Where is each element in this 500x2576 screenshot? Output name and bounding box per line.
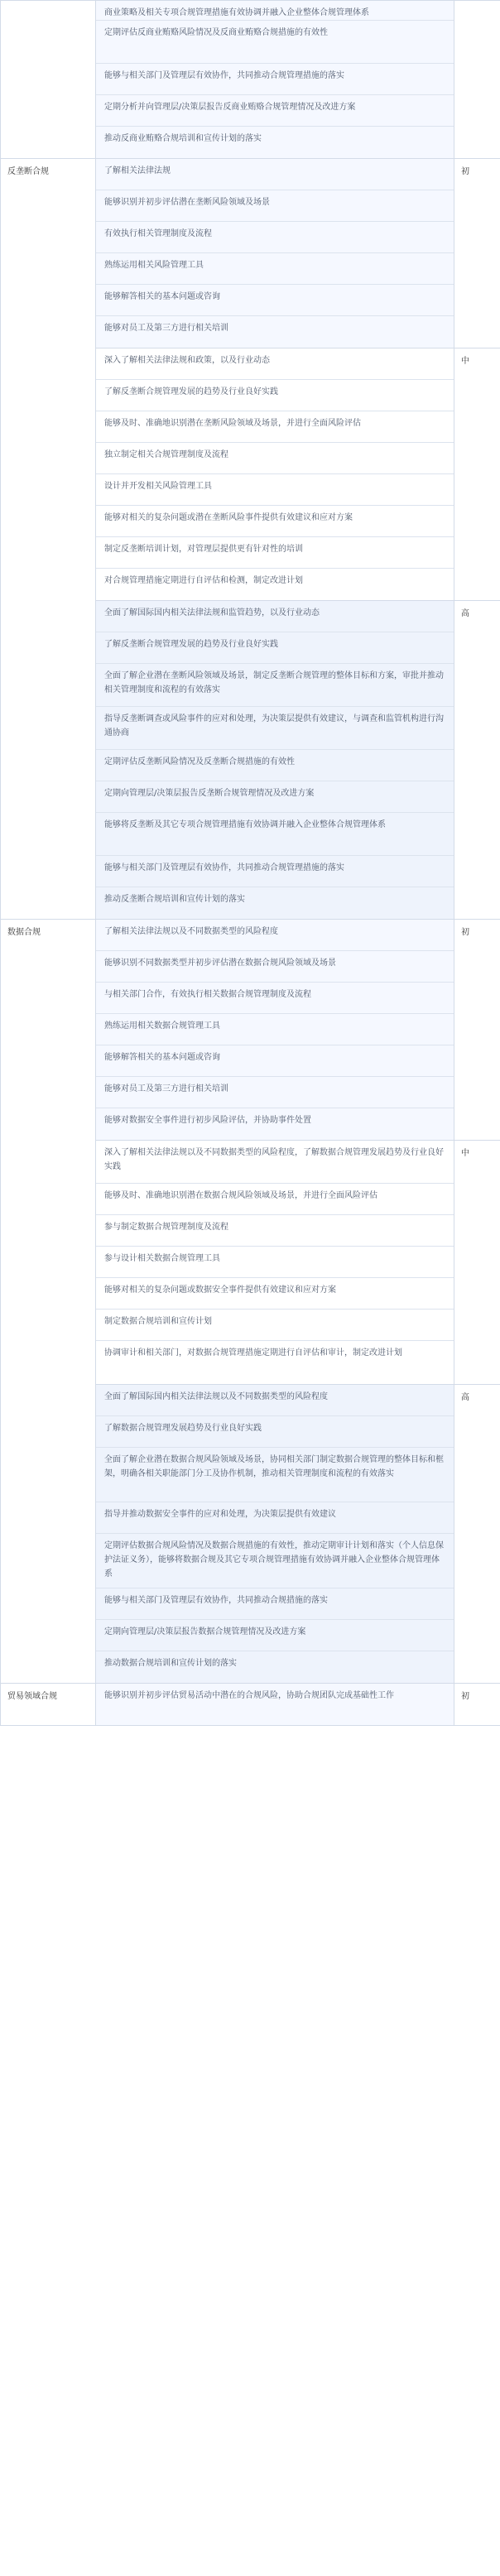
skill-item: 能够对数据安全事件进行初步风险评估，并协助事件处置 [104,1116,311,1125]
skill-item: 指导并推动数据安全事件的应对和处理，为决策层提供有效建议 [96,1502,454,1534]
skill-item: 全面了解国际国内相关法律法规以及不同数据类型的风险程度 [96,1385,454,1416]
skill-item: 能够识别并初步评估潜在垄断风险领域及场景 [96,190,454,222]
skill-item: 设计并开发相关风险管理工具 [96,474,454,506]
skill-item: 能够对员工及第三方进行相关培训 [104,324,228,333]
table-body [1,1,500,1726]
level-cell: 高 [454,1385,500,1684]
skill-item: 定期评估反垄断风险情况及反垄断合规措施的有效性 [96,750,454,781]
skill-item: 全面了解国际国内相关法律法规和监管趋势，以及行业动态 [96,601,454,632]
skill-item: 独立制定相关合规管理制度及流程 [96,443,454,474]
skills-cell [96,1,454,159]
skills-cell [96,601,454,920]
skill-item: 定期评估反商业贿赂风险情况及反商业贿赂合规措施的有效性 [96,21,454,64]
skill-item: 能够对相关的复杂问题或数据安全事件提供有效建议和应对方案 [96,1278,454,1310]
skill-item: 能够将反垄断及其它专项合规管理措施有效协调并融入企业整体合规管理体系 [96,813,454,856]
level-cell: 初 [454,920,500,1141]
skill-item: 熟练运用相关风险管理工具 [96,253,454,285]
level-row [1,1,500,159]
skill-item: 参与制定数据合规管理制度及流程 [96,1215,454,1247]
skill-item: 与相关部门合作，有效执行相关数据合规管理制度及流程 [96,983,454,1014]
skill-item: 定期向管理层/决策层报告反垄断合规管理情况及改进方案 [96,781,454,813]
skill-item: 对合规管理措施定期进行自评估和检测，制定改进计划 [104,576,303,585]
level-cell [454,1,500,159]
skill-item: 推动反垄断合规培训和宣传计划的落实 [104,895,245,904]
skill-item: 全面了解企业潜在垄断风险领域及场景，制定反垄断合规管理的整体目标和方案，审批并推动相关管理制度和流程的有效落实 [96,664,454,707]
skill-item: 能够识别不同数据类型并初步评估潜在数据合规风险领域及场景 [96,951,454,983]
skills-cell [96,1141,454,1385]
category-cell [1,1,96,159]
skill-item: 能够与相关部门及管理层有效协作，共同推动合规管理措施的落实 [96,64,454,95]
skill-item: 能够对员工及第三方进行相关培训 [96,1077,454,1108]
skill-item: 商业策略及相关专项合规管理措施有效协调并融入企业整体合规管理体系 [96,1,454,21]
skill-item: 了解数据合规管理发展趋势及行业良好实践 [96,1416,454,1448]
skills-cell [96,348,454,601]
skill-item: 能够识别并初步评估贸易活动中潜在的合规风险，协助合规团队完成基础性工作 [104,1691,394,1700]
skill-item: 推动反商业贿赂合规培训和宣传计划的落实 [104,134,262,143]
level-cell: 初 [454,159,500,348]
skill-item: 能够解答相关的基本问题或咨询 [96,1045,454,1077]
skill-item: 制定反垄断培训计划，对管理层提供更有针对性的培训 [96,537,454,569]
skills-cell [96,1684,454,1726]
skill-item: 了解相关法律法规 [96,159,454,190]
skill-item: 深入了解相关法律法规和政策，以及行业动态 [96,348,454,380]
skill-item: 能够及时、准确地识别潜在数据合规风险领域及场景，并进行全面风险评估 [96,1184,454,1215]
category-cell: 贸易领域合规 [1,1684,96,1726]
skill-item: 推动数据合规培训和宣传计划的落实 [104,1659,237,1668]
skill-item: 协调审计和相关部门，对数据合规管理措施定期进行自评估和审计，制定改进计划 [104,1348,402,1358]
skill-item: 能够解答相关的基本问题或咨询 [96,285,454,316]
category-cell: 反垄断合规 [1,159,96,920]
level-row [1,920,500,1141]
skill-item: 定期向管理层/决策层报告数据合规管理情况及改进方案 [96,1620,454,1651]
skills-cell [96,1385,454,1684]
skill-item: 能够对相关的复杂问题或潜在垄断风险事件提供有效建议和应对方案 [96,506,454,537]
skill-item: 参与设计相关数据合规管理工具 [96,1247,454,1278]
skill-item: 了解反垄断合规管理发展的趋势及行业良好实践 [96,380,454,411]
skill-item: 制定数据合规培训和宣传计划 [96,1310,454,1341]
level-cell: 高 [454,601,500,920]
skill-item: 能够与相关部门及管理层有效协作，共同推动合规措施的落实 [96,1588,454,1620]
level-cell: 中 [454,348,500,601]
skill-item: 能够及时、准确地识别潜在垄断风险领域及场景，并进行全面风险评估 [96,411,454,443]
skill-item: 指导反垄断调查或风险事件的应对和处理，为决策层提供有效建议，与调查和监管机构进行沟通协商 [96,707,454,750]
skill-item: 了解相关法律法规以及不同数据类型的风险程度 [96,920,454,951]
skill-item: 定期评估数据合规风险情况及数据合规措施的有效性，推动定期审计计划和落实（个人信息保护法证义务），能够将数据合规及其它专项合规管理措施有效协调并融入企业整体合规管理体系 [96,1534,454,1588]
skill-item: 有效执行相关管理制度及流程 [96,222,454,253]
skill-item: 了解反垄断合规管理发展的趋势及行业良好实践 [96,632,454,664]
skill-item: 能够与相关部门及管理层有效协作，共同推动合规管理措施的落实 [96,856,454,887]
level-cell: 中 [454,1141,500,1385]
skill-item: 全面了解企业潜在数据合规风险领域及场景，协同相关部门制定数据合规管理的整体目标和框架，明确各相关职能部门分工及协作机制，推动相关管理制度和流程的有效落实 [96,1448,454,1502]
skills-cell [96,159,454,348]
skills-cell [96,920,454,1141]
category-cell: 数据合规 [1,920,96,1684]
level-row [1,159,500,348]
skill-item: 深入了解相关法律法规以及不同数据类型的风险程度，了解数据合规管理发展趋势及行业良好实践 [96,1141,454,1184]
level-row [1,1684,500,1726]
skill-item: 熟练运用相关数据合规管理工具 [96,1014,454,1045]
level-cell: 初 [454,1684,500,1726]
skill-item: 定期分析并向管理层/决策层报告反商业贿赂合规管理情况及改进方案 [96,95,454,127]
